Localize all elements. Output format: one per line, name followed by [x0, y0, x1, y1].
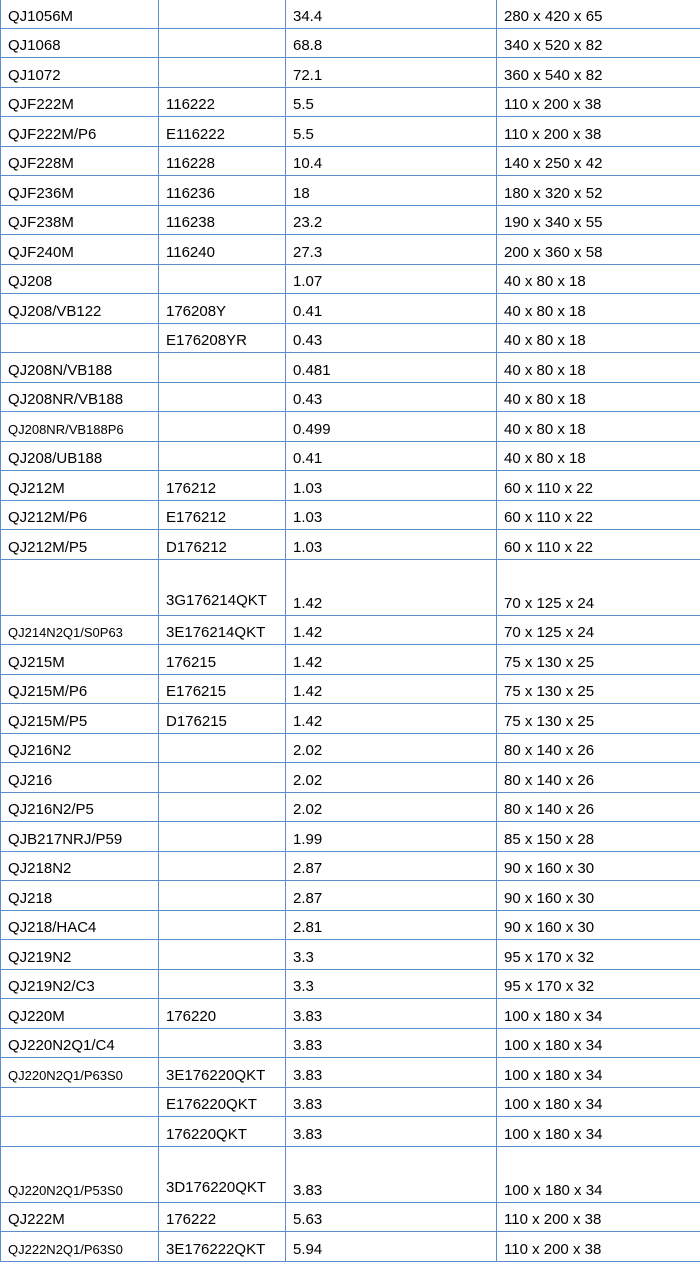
cell-model: QJ1056M: [1, 0, 159, 28]
cell-dims: 200 x 360 x 58: [497, 235, 700, 265]
cell-dims: 110 x 200 x 38: [497, 1232, 700, 1262]
cell-dims: 90 x 160 x 30: [497, 910, 700, 940]
cell-weight: 1.42: [286, 674, 497, 704]
table-row: [1, 851, 700, 881]
cell-code: 176208Y: [159, 294, 286, 324]
cell-dims: 110 x 200 x 38: [497, 87, 700, 117]
cell-weight: 0.43: [286, 323, 497, 353]
table-row: [1, 28, 700, 58]
table-row: [1, 645, 700, 675]
table-row: [1, 792, 700, 822]
cell-dims: 80 x 140 x 26: [497, 792, 700, 822]
cell-model: QJ208: [1, 264, 159, 294]
cell-model: QJ215M: [1, 645, 159, 675]
cell-code: 176212: [159, 471, 286, 501]
table-row: [1, 117, 700, 147]
cell-code: E176215: [159, 674, 286, 704]
cell-model: QJ212M/P5: [1, 530, 159, 560]
table-row: [1, 58, 700, 88]
table-row: [1, 323, 700, 353]
cell-model: QJ212M/P6: [1, 500, 159, 530]
table-row: [1, 87, 700, 117]
table-row: [1, 1202, 700, 1232]
cell-model: QJ220N2Q1/P53S0: [1, 1146, 159, 1202]
cell-weight: 10.4: [286, 146, 497, 176]
cell-dims: 100 x 180 x 34: [497, 1146, 700, 1202]
cell-weight: 1.07: [286, 264, 497, 294]
cell-code: [159, 881, 286, 911]
cell-code: 116240: [159, 235, 286, 265]
cell-code: E176212: [159, 500, 286, 530]
cell-code: 3D176220QKT: [159, 1146, 286, 1202]
cell-weight: 1.42: [286, 704, 497, 734]
cell-model: QJ219N2/C3: [1, 969, 159, 999]
table-row: [1, 146, 700, 176]
cell-code: D176215: [159, 704, 286, 734]
cell-model: QJ208/UB188: [1, 441, 159, 471]
table-row: [1, 441, 700, 471]
cell-dims: 40 x 80 x 18: [497, 323, 700, 353]
table-row: [1, 559, 700, 615]
cell-model: [1, 323, 159, 353]
cell-model: QJ214N2Q1/S0P63: [1, 615, 159, 645]
table-row: [1, 471, 700, 501]
cell-dims: 110 x 200 x 38: [497, 1202, 700, 1232]
cell-code: 116228: [159, 146, 286, 176]
table-row: [1, 615, 700, 645]
cell-dims: 95 x 170 x 32: [497, 969, 700, 999]
table-row: [1, 704, 700, 734]
cell-dims: 60 x 110 x 22: [497, 471, 700, 501]
cell-model: QJ208NR/VB188: [1, 382, 159, 412]
cell-model: QJ1068: [1, 28, 159, 58]
cell-weight: 72.1: [286, 58, 497, 88]
cell-code: [159, 441, 286, 471]
cell-dims: 95 x 170 x 32: [497, 940, 700, 970]
cell-code: [159, 1028, 286, 1058]
cell-code: [159, 0, 286, 28]
cell-dims: 80 x 140 x 26: [497, 733, 700, 763]
cell-model: QJ220N2Q1/C4: [1, 1028, 159, 1058]
cell-weight: 2.02: [286, 763, 497, 793]
cell-model: QJ215M/P5: [1, 704, 159, 734]
table-row: [1, 1028, 700, 1058]
cell-model: QJ216N2/P5: [1, 792, 159, 822]
cell-code: [159, 763, 286, 793]
cell-dims: 100 x 180 x 34: [497, 999, 700, 1029]
cell-model: QJF236M: [1, 176, 159, 206]
cell-dims: 40 x 80 x 18: [497, 353, 700, 383]
cell-weight: 2.02: [286, 733, 497, 763]
cell-model: [1, 1117, 159, 1147]
table-row: [1, 205, 700, 235]
cell-dims: 360 x 540 x 82: [497, 58, 700, 88]
cell-code: 176220QKT: [159, 1117, 286, 1147]
cell-dims: 60 x 110 x 22: [497, 530, 700, 560]
cell-dims: 190 x 340 x 55: [497, 205, 700, 235]
cell-weight: 3.3: [286, 969, 497, 999]
cell-weight: 18: [286, 176, 497, 206]
cell-weight: 1.03: [286, 471, 497, 501]
cell-weight: 2.87: [286, 881, 497, 911]
cell-code: 116238: [159, 205, 286, 235]
cell-dims: 100 x 180 x 34: [497, 1117, 700, 1147]
cell-model: QJ215M/P6: [1, 674, 159, 704]
cell-weight: 1.99: [286, 822, 497, 852]
table-row: [1, 353, 700, 383]
cell-weight: 3.83: [286, 1087, 497, 1117]
table-row: [1, 969, 700, 999]
cell-dims: 70 x 125 x 24: [497, 615, 700, 645]
cell-dims: 100 x 180 x 34: [497, 1087, 700, 1117]
cell-model: QJ219N2: [1, 940, 159, 970]
cell-weight: 1.42: [286, 559, 497, 615]
cell-weight: 0.41: [286, 441, 497, 471]
cell-weight: 2.02: [286, 792, 497, 822]
cell-code: 176215: [159, 645, 286, 675]
table-row: [1, 881, 700, 911]
table-row: [1, 264, 700, 294]
cell-model: QJ208NR/VB188P6: [1, 412, 159, 442]
cell-dims: 75 x 130 x 25: [497, 674, 700, 704]
cell-weight: 23.2: [286, 205, 497, 235]
cell-model: QJF238M: [1, 205, 159, 235]
cell-code: [159, 969, 286, 999]
cell-weight: 5.94: [286, 1232, 497, 1262]
table-row: [1, 1146, 700, 1202]
cell-weight: 34.4: [286, 0, 497, 28]
cell-dims: 90 x 160 x 30: [497, 881, 700, 911]
cell-code: E176208YR: [159, 323, 286, 353]
cell-weight: 3.83: [286, 1146, 497, 1202]
cell-dims: 140 x 250 x 42: [497, 146, 700, 176]
cell-code: [159, 382, 286, 412]
cell-weight: 5.5: [286, 87, 497, 117]
cell-dims: 85 x 150 x 28: [497, 822, 700, 852]
cell-model: QJ222M: [1, 1202, 159, 1232]
cell-model: QJ222N2Q1/P63S0: [1, 1232, 159, 1262]
cell-code: [159, 910, 286, 940]
cell-weight: 1.42: [286, 615, 497, 645]
cell-dims: 100 x 180 x 34: [497, 1058, 700, 1088]
cell-code: 176222: [159, 1202, 286, 1232]
cell-model: QJ212M: [1, 471, 159, 501]
table-row: [1, 176, 700, 206]
cell-code: 3E176220QKT: [159, 1058, 286, 1088]
cell-dims: 60 x 110 x 22: [497, 500, 700, 530]
table-row: [1, 763, 700, 793]
table-row: [1, 1232, 700, 1262]
cell-model: QJF222M: [1, 87, 159, 117]
cell-code: 3E176214QKT: [159, 615, 286, 645]
cell-weight: 1.42: [286, 645, 497, 675]
cell-model: QJ220M: [1, 999, 159, 1029]
cell-dims: 80 x 140 x 26: [497, 763, 700, 793]
table-row: [1, 940, 700, 970]
cell-model: QJF240M: [1, 235, 159, 265]
table-row: [1, 674, 700, 704]
cell-weight: 2.87: [286, 851, 497, 881]
table-row: [1, 500, 700, 530]
table-row: [1, 412, 700, 442]
cell-code: [159, 353, 286, 383]
cell-dims: 40 x 80 x 18: [497, 264, 700, 294]
cell-code: 3E176222QKT: [159, 1232, 286, 1262]
table-row: [1, 382, 700, 412]
cell-model: QJF228M: [1, 146, 159, 176]
cell-model: QJ1072: [1, 58, 159, 88]
cell-model: QJ216N2: [1, 733, 159, 763]
cell-code: [159, 822, 286, 852]
table-row: [1, 1087, 700, 1117]
cell-dims: 40 x 80 x 18: [497, 294, 700, 324]
cell-weight: 3.83: [286, 1028, 497, 1058]
cell-code: E176220QKT: [159, 1087, 286, 1117]
cell-model: QJF222M/P6: [1, 117, 159, 147]
cell-dims: 40 x 80 x 18: [497, 412, 700, 442]
cell-code: 3G176214QKT: [159, 559, 286, 615]
cell-code: [159, 28, 286, 58]
cell-dims: 40 x 80 x 18: [497, 382, 700, 412]
cell-weight: 1.03: [286, 530, 497, 560]
cell-code: [159, 792, 286, 822]
cell-dims: 180 x 320 x 52: [497, 176, 700, 206]
cell-weight: 5.63: [286, 1202, 497, 1232]
table-row: [1, 999, 700, 1029]
table-row: [1, 530, 700, 560]
table-row: [1, 733, 700, 763]
cell-weight: 3.83: [286, 1117, 497, 1147]
cell-model: QJ218N2: [1, 851, 159, 881]
cell-code: [159, 851, 286, 881]
cell-model: [1, 559, 159, 615]
cell-model: [1, 1087, 159, 1117]
cell-model: QJ218/HAC4: [1, 910, 159, 940]
cell-weight: 5.5: [286, 117, 497, 147]
cell-dims: 70 x 125 x 24: [497, 559, 700, 615]
cell-dims: 40 x 80 x 18: [497, 441, 700, 471]
cell-weight: 1.03: [286, 500, 497, 530]
cell-weight: 0.481: [286, 353, 497, 383]
table-row: [1, 294, 700, 324]
cell-weight: 0.499: [286, 412, 497, 442]
cell-model: QJ216: [1, 763, 159, 793]
cell-dims: 110 x 200 x 38: [497, 117, 700, 147]
table-row: [1, 235, 700, 265]
cell-weight: 0.41: [286, 294, 497, 324]
cell-code: 116222: [159, 87, 286, 117]
cell-weight: 27.3: [286, 235, 497, 265]
cell-model: QJ220N2Q1/P63S0: [1, 1058, 159, 1088]
cell-weight: 3.3: [286, 940, 497, 970]
table-row: [1, 910, 700, 940]
cell-dims: 90 x 160 x 30: [497, 851, 700, 881]
table-row: [1, 0, 700, 28]
cell-dims: 100 x 180 x 34: [497, 1028, 700, 1058]
cell-code: 176220: [159, 999, 286, 1029]
table-body: [1, 0, 700, 1261]
cell-dims: 75 x 130 x 25: [497, 645, 700, 675]
cell-model: QJB217NRJ/P59: [1, 822, 159, 852]
cell-weight: 68.8: [286, 28, 497, 58]
table-row: [1, 1058, 700, 1088]
cell-code: [159, 58, 286, 88]
cell-dims: 340 x 520 x 82: [497, 28, 700, 58]
cell-weight: 3.83: [286, 999, 497, 1029]
cell-code: D176212: [159, 530, 286, 560]
table-row: [1, 822, 700, 852]
cell-model: QJ218: [1, 881, 159, 911]
cell-code: [159, 264, 286, 294]
cell-dims: 75 x 130 x 25: [497, 704, 700, 734]
table-row: [1, 1117, 700, 1147]
cell-code: E116222: [159, 117, 286, 147]
cell-model: QJ208N/VB188: [1, 353, 159, 383]
cell-code: [159, 733, 286, 763]
cell-code: [159, 412, 286, 442]
cell-dims: 280 x 420 x 65: [497, 0, 700, 28]
cell-weight: 0.43: [286, 382, 497, 412]
cell-weight: 2.81: [286, 910, 497, 940]
cell-code: [159, 940, 286, 970]
cell-weight: 3.83: [286, 1058, 497, 1088]
cell-model: QJ208/VB122: [1, 294, 159, 324]
cell-code: 116236: [159, 176, 286, 206]
